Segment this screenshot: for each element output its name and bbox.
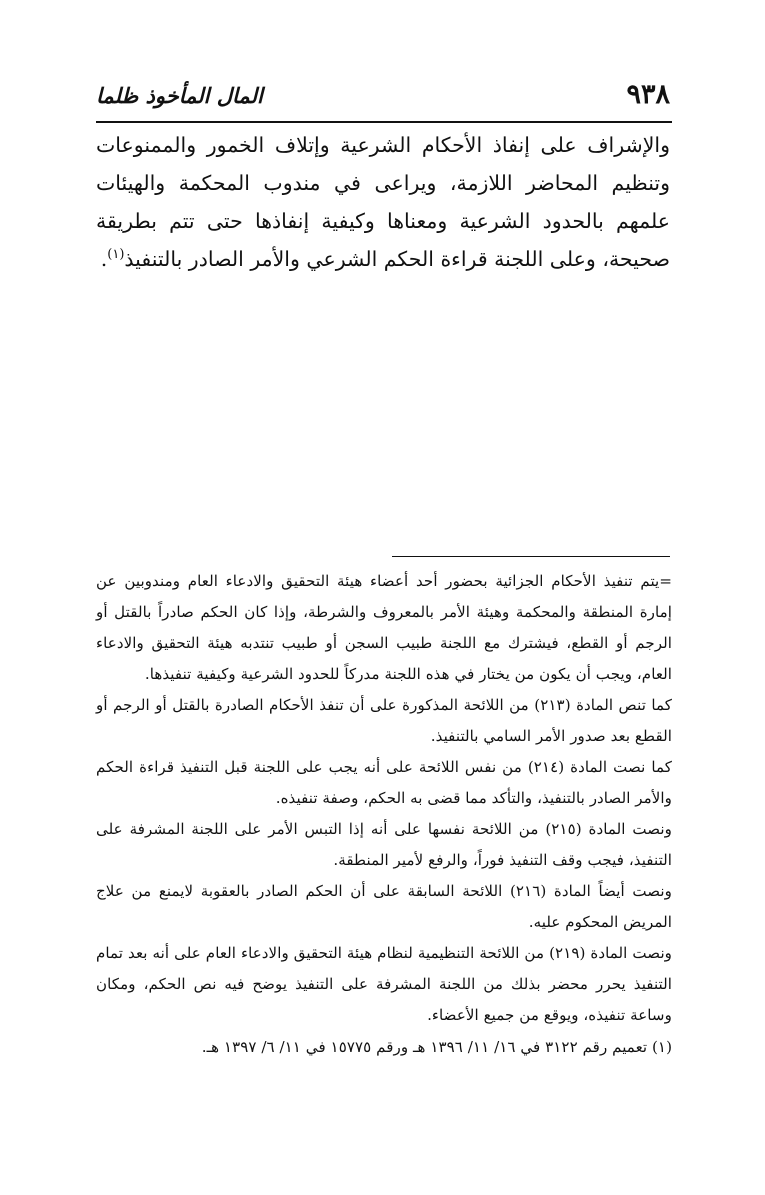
footnote-separator bbox=[392, 556, 670, 557]
page-header bbox=[96, 78, 670, 118]
footnote-paragraph: كما نصت المادة (٢١٤) من نفس اللائحة على أنه يجب على اللجنة قبل التنفيذ قراءة الحكم والأمر الصادر بالتنفيذ، والتأكد مما قضى به الحكم، وصفة تنفيذه. bbox=[96, 758, 672, 807]
footnote-paragraph: ونصت المادة (٢١٥) من اللائحة نفسها على أنه إذا التبس الأمر على اللجنة المشرفة على التنفيذ، فيجب وقف التنفيذ فوراً، والرفع لأمير المنطقة. bbox=[96, 820, 672, 869]
main-paragraph-text: والإشراف على إنفاذ الأحكام الشرعية وإتلاف الخمور والممنوعات وتنظيم المحاضر اللازمة، ويراعى في مندوب المحكمة والهيئات علمهم بالحدود الشرعية ومعناها وكيفية إنفاذها حتى تتم بطريقة صحيحة، وعلى اللجنة قراءة الحكم الشرعي والأمر الصادر بالتنفيذ bbox=[96, 133, 670, 271]
footnote-marker: (١) bbox=[107, 247, 125, 263]
footnote-paragraph: ونصت المادة (٢١٩) من اللائحة التنظيمية لنظام هيئة التحقيق والادعاء العام على أنه بعد تمام التنفيذ يحرر محضر بذلك من اللجنة المشرفة على التنفيذ يوضح فيه نص الحكم، ومكان وساعة تنفيذه، ويوقع من جميع الأعضاء. bbox=[96, 944, 673, 1024]
footnote-1: (١) تعميم رقم ٣١٢٢ في ١٦/ ١١/ ١٣٩٦ هـ ورقم ١٥٧٧٥ في ١١/ ٦/ ١٣٩٧ هـ. bbox=[201, 1038, 672, 1056]
main-paragraph bbox=[96, 126, 670, 278]
header-rule bbox=[96, 121, 672, 123]
footnotes bbox=[96, 566, 672, 1063]
main-text bbox=[96, 126, 670, 278]
paragraph-ending: . bbox=[100, 247, 108, 271]
footnote-paragraph: =يتم تنفيذ الأحكام الجزائية بحضور أحد أعضاء هيئة التحقيق والادعاء العام ومندوبين عن إمارة المنطقة والمحكمة وهيئة الأمر بالمعروف والشرطة، وإذا كان الحكم صادراً بالقتل أو الرجم أو القطع، فيشترك مع اللجنة طبيب السجن أو طبيب تنتدبه هيئة التحقيق والادعاء العام، ويجب أن يكون من يختار في هذه اللجنة مدركاً للحدود الشرعية وكيفية تنفيذها. bbox=[96, 572, 672, 683]
footnote-paragraph: ونصت أيضاً المادة (٢١٦) اللائحة السابقة على أن الحكم الصادر بالعقوبة لايمنع من علاج المريض المحكوم عليه. bbox=[96, 882, 672, 931]
footnote-paragraph: كما تنص المادة (٢١٣) من اللائحة المذكورة على أن تنفذ الأحكام الصادرة بالقتل أو الرجم أو القطع بعد صدور الأمر السامي بالتنفيذ. bbox=[96, 696, 673, 745]
running-title: المال المأخوذ ظلما bbox=[96, 83, 263, 108]
page-number: ٩٣٨ bbox=[626, 79, 670, 110]
